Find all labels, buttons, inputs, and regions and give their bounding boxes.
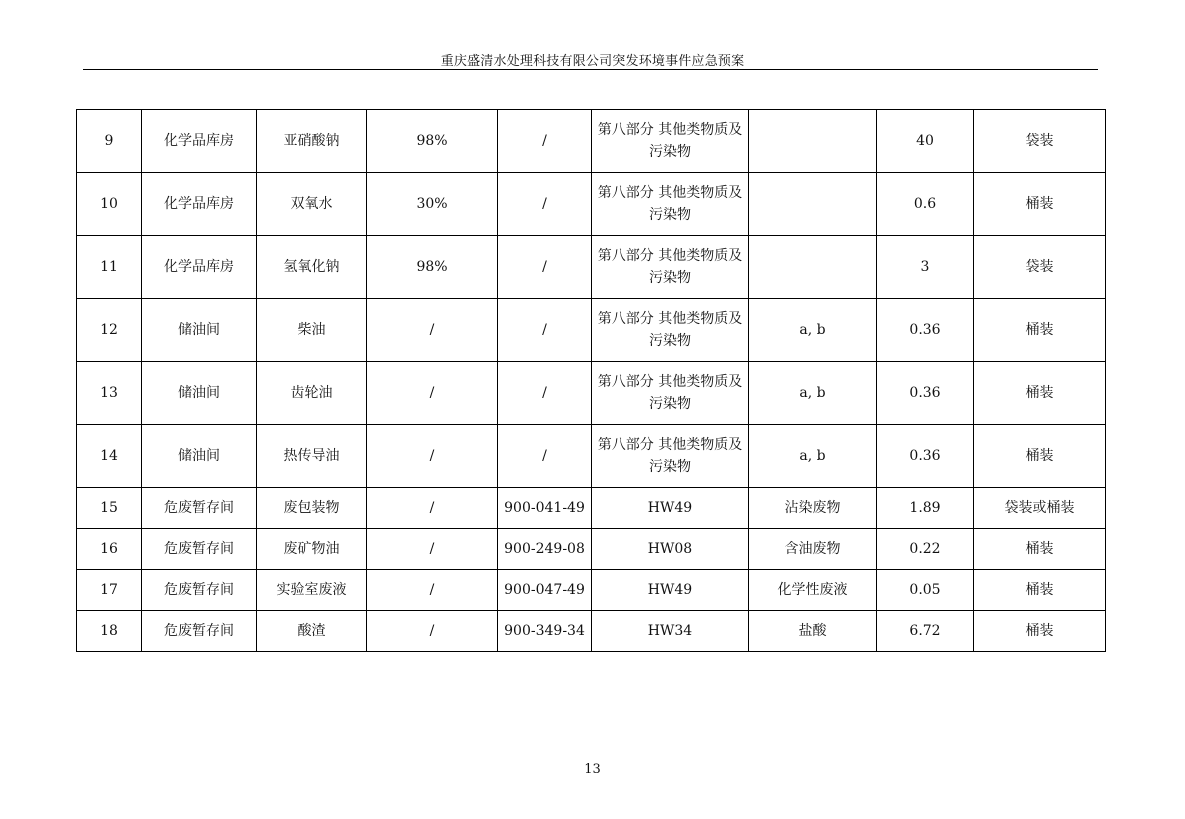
cell-concentration: /	[367, 299, 498, 362]
cell-quantity: 0.22	[877, 529, 974, 570]
cell-location: 危废暂存间	[142, 529, 257, 570]
cell-waste-code: 900-041-49	[498, 488, 592, 529]
header-divider	[83, 69, 1098, 70]
cell-material: 齿轮油	[257, 362, 367, 425]
cell-material: 氢氧化钠	[257, 236, 367, 299]
table-row	[77, 488, 1106, 529]
cell-characteristic: 沾染废物	[749, 488, 877, 529]
cell-location: 化学品库房	[142, 236, 257, 299]
cell-quantity: 3	[877, 236, 974, 299]
cell-waste-code: 900-047-49	[498, 570, 592, 611]
cell-material: 柴油	[257, 299, 367, 362]
cell-index: 14	[77, 425, 142, 488]
page-number: 13	[584, 762, 601, 777]
cell-packaging: 桶装	[974, 529, 1106, 570]
cell-category: HW49	[592, 570, 749, 611]
cell-characteristic: 含油废物	[749, 529, 877, 570]
cell-concentration: 30%	[367, 173, 498, 236]
cell-packaging: 袋装或桶装	[974, 488, 1106, 529]
cell-category: 第八部分 其他类物质及污染物	[592, 299, 749, 362]
cell-index: 13	[77, 362, 142, 425]
cell-characteristic	[749, 110, 877, 173]
cell-characteristic: a, b	[749, 425, 877, 488]
cell-packaging: 桶装	[974, 299, 1106, 362]
cell-concentration: /	[367, 362, 498, 425]
cell-packaging: 袋装	[974, 236, 1106, 299]
cell-concentration: /	[367, 488, 498, 529]
table-row	[77, 570, 1106, 611]
cell-category: 第八部分 其他类物质及污染物	[592, 236, 749, 299]
cell-characteristic	[749, 173, 877, 236]
cell-location: 危废暂存间	[142, 611, 257, 652]
document-header-title: 重庆盛清水处理科技有限公司突发环境事件应急预案	[440, 54, 745, 69]
cell-packaging: 桶装	[974, 570, 1106, 611]
cell-concentration: /	[367, 611, 498, 652]
cell-characteristic	[749, 236, 877, 299]
cell-characteristic: a, b	[749, 299, 877, 362]
cell-concentration: 98%	[367, 110, 498, 173]
table-row	[77, 173, 1106, 236]
cell-material: 亚硝酸钠	[257, 110, 367, 173]
cell-index: 16	[77, 529, 142, 570]
cell-concentration: /	[367, 570, 498, 611]
hazardous-materials-table	[76, 109, 1106, 652]
cell-characteristic: 盐酸	[749, 611, 877, 652]
cell-packaging: 桶装	[974, 362, 1106, 425]
table-row	[77, 236, 1106, 299]
cell-index: 17	[77, 570, 142, 611]
table-row	[77, 110, 1106, 173]
cell-material: 实验室废液	[257, 570, 367, 611]
cell-index: 9	[77, 110, 142, 173]
cell-packaging: 桶装	[974, 173, 1106, 236]
cell-material: 热传导油	[257, 425, 367, 488]
cell-category: 第八部分 其他类物质及污染物	[592, 173, 749, 236]
cell-concentration: /	[367, 425, 498, 488]
cell-quantity: 0.36	[877, 362, 974, 425]
cell-index: 10	[77, 173, 142, 236]
cell-quantity: 0.6	[877, 173, 974, 236]
cell-location: 危废暂存间	[142, 570, 257, 611]
cell-waste-code: /	[498, 173, 592, 236]
cell-index: 11	[77, 236, 142, 299]
table-body	[77, 110, 1106, 652]
table-row	[77, 362, 1106, 425]
cell-category: 第八部分 其他类物质及污染物	[592, 110, 749, 173]
cell-index: 18	[77, 611, 142, 652]
cell-waste-code: 900-349-34	[498, 611, 592, 652]
table-row	[77, 529, 1106, 570]
cell-waste-code: /	[498, 362, 592, 425]
cell-location: 储油间	[142, 299, 257, 362]
cell-quantity: 6.72	[877, 611, 974, 652]
cell-location: 储油间	[142, 362, 257, 425]
cell-location: 化学品库房	[142, 110, 257, 173]
cell-category: HW49	[592, 488, 749, 529]
cell-material: 双氧水	[257, 173, 367, 236]
cell-location: 危废暂存间	[142, 488, 257, 529]
cell-concentration: /	[367, 529, 498, 570]
cell-packaging: 桶装	[974, 425, 1106, 488]
cell-material: 废包装物	[257, 488, 367, 529]
cell-characteristic: 化学性废液	[749, 570, 877, 611]
cell-quantity: 0.05	[877, 570, 974, 611]
cell-index: 15	[77, 488, 142, 529]
cell-concentration: 98%	[367, 236, 498, 299]
cell-location: 化学品库房	[142, 173, 257, 236]
cell-index: 12	[77, 299, 142, 362]
table-row	[77, 299, 1106, 362]
cell-packaging: 桶装	[974, 611, 1106, 652]
cell-category: HW08	[592, 529, 749, 570]
cell-characteristic: a, b	[749, 362, 877, 425]
cell-waste-code: /	[498, 299, 592, 362]
cell-material: 废矿物油	[257, 529, 367, 570]
cell-category: 第八部分 其他类物质及污染物	[592, 362, 749, 425]
cell-category: HW34	[592, 611, 749, 652]
cell-quantity: 0.36	[877, 425, 974, 488]
cell-waste-code: /	[498, 236, 592, 299]
cell-waste-code: 900-249-08	[498, 529, 592, 570]
cell-waste-code: /	[498, 425, 592, 488]
cell-material: 酸渣	[257, 611, 367, 652]
cell-quantity: 0.36	[877, 299, 974, 362]
table-row	[77, 611, 1106, 652]
cell-quantity: 1.89	[877, 488, 974, 529]
cell-quantity: 40	[877, 110, 974, 173]
cell-category: 第八部分 其他类物质及污染物	[592, 425, 749, 488]
table-row	[77, 425, 1106, 488]
cell-packaging: 袋装	[974, 110, 1106, 173]
cell-waste-code: /	[498, 110, 592, 173]
cell-location: 储油间	[142, 425, 257, 488]
